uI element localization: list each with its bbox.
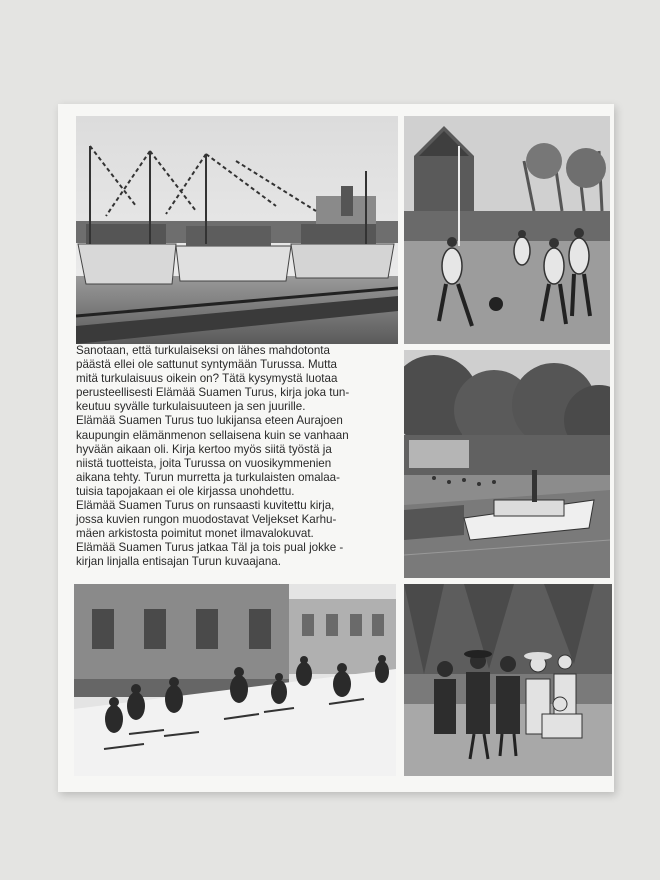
blurb-line: keutuu syvälle turkulaisuuteen ja sen juurille. <box>76 400 306 414</box>
blurb-line: päästä ellei ole sattunut syntymään Turussa. Mutta <box>76 358 338 372</box>
blurb-line: perusteellisesti Elämää Suamen Turus, kirja joka tun- <box>76 386 350 400</box>
blurb-line: Elämää Suamen Turus tuo lukijansa eteen Aurajoen <box>76 414 343 428</box>
river-steamboat-photo <box>404 350 610 578</box>
harbor-ships-photo <box>76 116 398 344</box>
blurb-line: Sanotaan, että turkulaiseksi on lähes mahdotonta <box>76 344 330 357</box>
blurb-line: hyvään aikaan oli. Kirja kertoo myös siitä työstä ja <box>76 442 332 456</box>
blurb-line: niistä tuotteista, joita Turussa on vuosikymmenien <box>76 456 332 470</box>
blurb-line: mäen arkistosta poimitut monet ilmavalokuvat. <box>76 527 314 541</box>
blurb-line: Elämää Suamen Turus jatkaa Täl ja tois pual jokke - <box>76 541 344 555</box>
group-portrait-photo <box>404 584 612 776</box>
children-kicksled-photo <box>74 584 396 776</box>
blurb-line: Elämää Suamen Turus on runsaasti kuvitettu kirja, <box>76 499 335 513</box>
blurb-line: kaupungin elämänmenon sellaisena kuin se vanhaan <box>76 428 349 442</box>
blurb-line: aikana tehty. Turun murretta ja turkulaisten omalaa- <box>76 470 340 484</box>
blurb-line: tuisia tapojakaan ei ole kirjassa unohdettu. <box>76 484 295 498</box>
blurb-line: mitä turkulaisuus oikein on? Tätä kysymystä luotaa <box>76 372 338 386</box>
blurb-line: kirjan linjalla entisajan Turun kuvaajana. <box>76 555 281 569</box>
blurb-line: jossa kuvien rungon muodostavat Veljekset Karhu- <box>76 513 337 527</box>
football-players-photo <box>404 116 610 344</box>
back-cover-blurb <box>76 344 398 580</box>
